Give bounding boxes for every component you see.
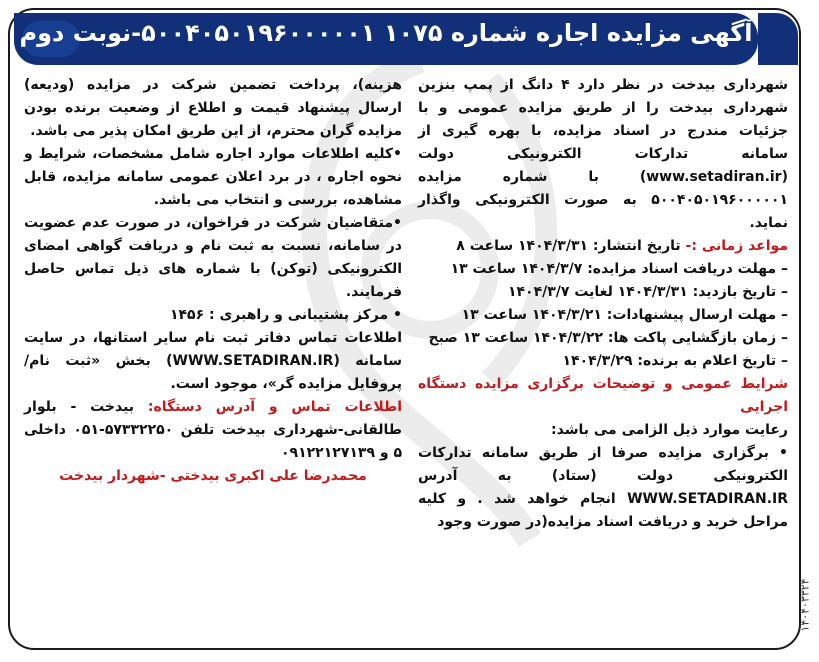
bullet-lease-info: •کلیه اطلاعات موارد اجاره شامل مشخصات، شرایط و نحوه اجاره ، در برد اعلان عمومی سامانه مزایده، قابل مشاهده، بررسی و انتخاب می باشد. — [24, 146, 402, 208]
contact-heading: اطلاعات تماس و آدرس دستگاه: — [147, 399, 402, 415]
right-column — [418, 74, 788, 534]
left-column — [24, 74, 402, 488]
side-code-text: ۱۴۰۴۰۳۳۲۴ — [798, 578, 812, 632]
schedule-item: – مهلت ارسال پیشنهادات: ۱۴۰۴/۳/۲۱ ساعت ۱۳ — [461, 307, 788, 323]
schedule-item: – زمان بازگشایی پاکت ها: ۱۴۰۴/۳/۲۲ ساعت ۱۳ صبح — [428, 330, 788, 346]
schedule-item: – تاریخ اعلام به برنده: ۱۴۰۴/۳/۲۹ — [562, 353, 788, 369]
continuation-paragraph: هزینه)، پرداخت تضمین شرکت در مزایده (ودیعه) ارسال پیشنهاد قیمت و اطلاع از وضعیت برنده بودن مزایده گران محترم، از این طریق امکان پذیر می باشد. — [24, 77, 402, 139]
contact-info — [24, 396, 402, 465]
conditions-heading: شرایط عمومی و توضیحات برگزاری مزایده دستگاه اجرایی — [418, 376, 788, 415]
bullet-electronic-tender: • برگزاری مزایده صرفا از طریق سامانه تدارکات الکترونیکی دولت (ستاد) به آدرس WWW.SETADIRAN.IR انجام خواهد شد . و کلیه مراحل خرید و دریافت اسناد مزایده(در صورت وجود — [418, 445, 788, 530]
bullet-registration: •متقاضیان شرکت در فراخوان، در صورت عدم عضویت در سامانه، نسبت به ثبت نام و دریافت گواهی امضای الکترونیکی (توکن) با شماره های ذیل تماس حاصل فرمایند. — [24, 215, 402, 300]
signature: محمدرضا علی اکبری بیدختی -شهردار بیدخت — [59, 468, 367, 484]
conditions-intro: رعایت موارد ذیل الزامی می باشد: — [551, 422, 788, 438]
schedule-item: – تاریخ بازدید: ۱۴۰۴/۳/۳۱ لغایت ۱۴۰۴/۳/۷ — [507, 284, 788, 300]
schedule-heading: مواعد زمانی :- — [685, 238, 788, 254]
support-center: • مرکز پشتیبانی و راهبری : ۱۴۵۶ — [169, 307, 402, 323]
schedule-first-line — [418, 235, 788, 258]
notice-header — [14, 13, 758, 65]
contact-text: بیدخت - بلوار طالقانی-شهرداری بیدخت تلفن ۵۷۳۳۲۲۵۰-۰۵۱ داخلی ۵ و ۰۹۱۲۲۱۲۷۱۳۹ — [24, 399, 402, 461]
intro-paragraph: شهرداری بیدخت در نظر دارد ۴ دانگ از پمپ بنزین شهرداری بیدخت را از طریق مزایده عمومی و با جزئیات مندرج در اسناد مزایده، با بهره گیری از سامانه تدارکات الکترونیکی دولت (www.setadiran.ir) با شماره مزایده ۵۰۰۴۰۵۰۱۹۶۰۰۰۰۰۱ به صورت الکترونیکی واگذار نماید. — [418, 77, 788, 231]
header-tab — [758, 13, 798, 65]
notice-title: آگهی مزایده اجاره شماره ۱۰۷۵ ۵۰۰۴۰۵۰۱۹۶۰۰۰۰۰۱-نوبت دوم — [19, 19, 753, 47]
offices-info: اطلاعات تماس دفاتر ثبت نام سایر استانها، در سایت سامانه (WWW.SETADIRAN.IR) بخش «ثبت نام/پروفایل مزایده گر»، موجود است. — [24, 330, 402, 392]
schedule-item: – مهلت دریافت اسناد مزایده: ۱۴۰۴/۳/۷ ساعت ۱۳ — [450, 261, 788, 277]
publish-date: تاریخ انتشار: ۱۴۰۴/۳/۳۱ ساعت ۸ — [456, 238, 681, 254]
side-code — [795, 560, 815, 650]
